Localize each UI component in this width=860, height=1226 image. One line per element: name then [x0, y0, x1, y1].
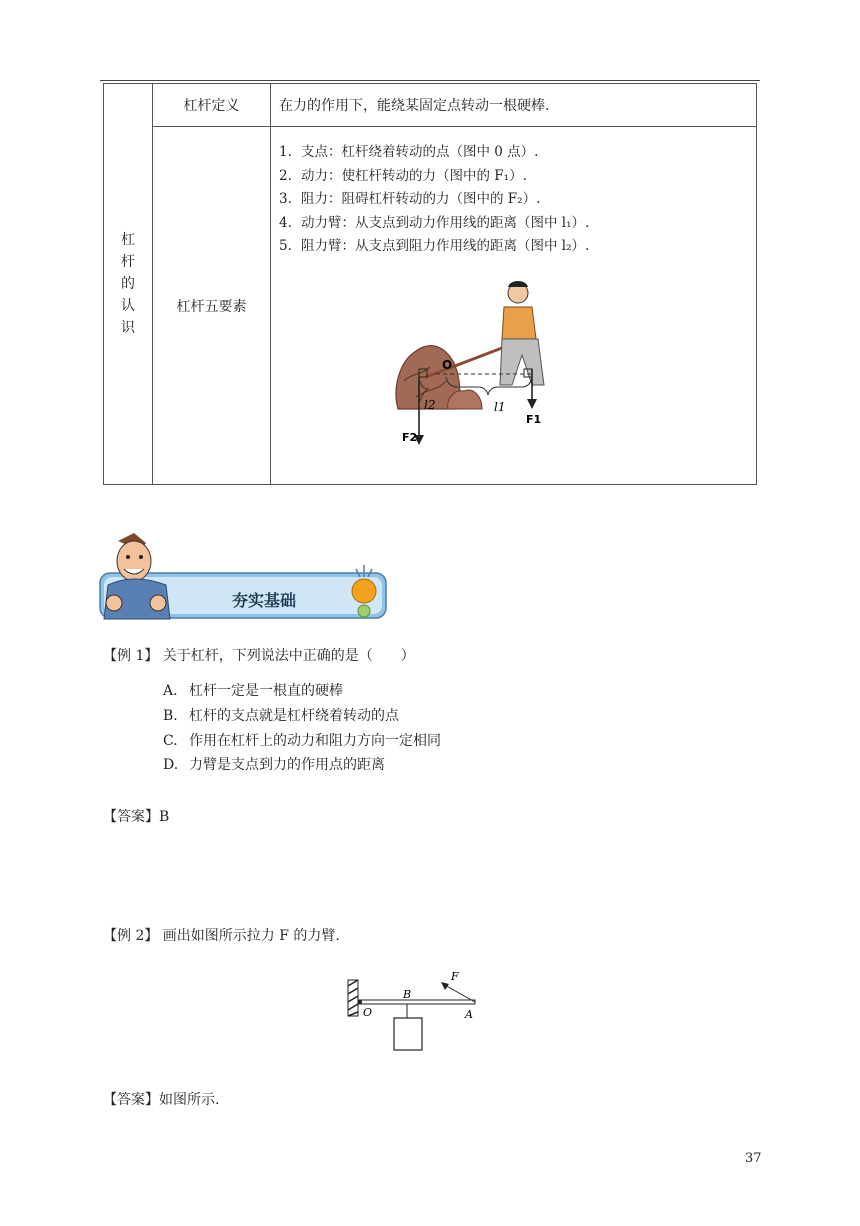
l2-label: l2: [424, 397, 436, 412]
list-item: 3. 阻力：阻碍杠杆转动的力（图中的 F₂）.: [279, 191, 541, 207]
option-c: C. 作用在杠杆上的动力和阻力方向一定相同: [163, 733, 441, 749]
list-item: 5. 阻力臂：从支点到阻力作用线的距离（图中 l₂）.: [279, 238, 590, 254]
option-a: A. 杠杆一定是一根直的硬棒: [163, 683, 343, 699]
point-a-label: A: [465, 1008, 473, 1021]
five-elements-content: [271, 127, 757, 485]
list-item: 1. 支点：杠杆绕着转动的点（图中 0 点）.: [279, 144, 539, 160]
lever-rock-illustration: [386, 277, 566, 452]
definition-name: 杠杆定义: [153, 84, 271, 127]
list-item: 4. 动力臂：从支点到动力作用线的距离（图中 l₁）.: [279, 214, 590, 231]
example1-question: 【例 1】 关于杠杆，下列说法中正确的是（ ）: [103, 648, 415, 664]
top-rule: [100, 80, 760, 81]
fulcrum-label: O: [442, 357, 453, 372]
page-number: 37: [745, 1151, 762, 1166]
example2-question: 【例 2】 画出如图所示拉力 F 的力臂.: [103, 928, 340, 944]
option-d: D. 力臂是支点到力的作用点的距离: [163, 757, 385, 773]
point-o-label: O: [363, 1006, 373, 1019]
example2-answer: 【答案】如图所示.: [103, 1092, 220, 1108]
force-label: F: [451, 970, 459, 983]
five-elements-name: 杠杆五要素: [153, 127, 271, 485]
section-banner: [94, 533, 394, 628]
point-b-label: B: [403, 988, 412, 1001]
example1-answer: 【答案】B: [103, 809, 170, 825]
lever-table: [103, 83, 757, 485]
option-b: B. 杠杆的支点就是杠杆绕着转动的点: [163, 708, 399, 724]
list-item: 2. 动力：使杠杆转动的力（图中的 F₁）.: [279, 167, 527, 184]
lever-diagram-2: [345, 966, 485, 1056]
f1-label: F1: [526, 412, 542, 426]
side-label-cell: [104, 84, 153, 485]
l1-label: l1: [494, 399, 506, 414]
side-label: 杠杆的认识: [121, 232, 135, 336]
definition-content: 在力的作用下，能绕某固定点转动一根硬棒.: [271, 84, 757, 127]
banner-title: 夯实基础: [232, 591, 297, 610]
f2-label: F2: [402, 430, 418, 444]
five-elements-list: [279, 141, 756, 259]
